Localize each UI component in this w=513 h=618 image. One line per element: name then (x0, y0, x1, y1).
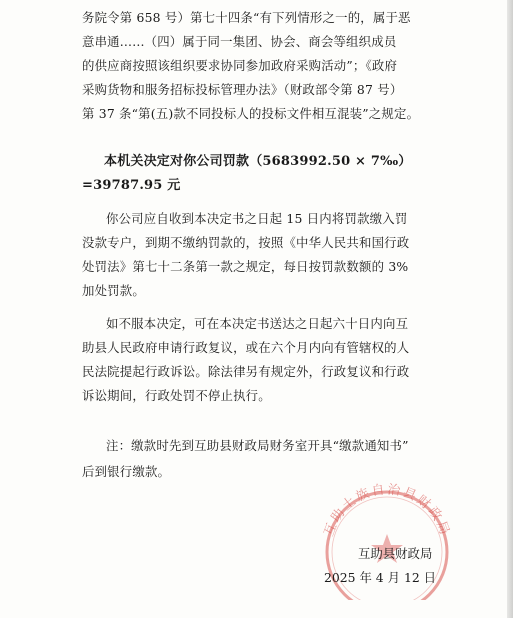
issuing-authority: 互助县财政局 (358, 546, 433, 561)
text-line: 处罚法》第七十二条第一款之规定，每日按罚款数额的 3% (82, 259, 409, 274)
text-line: 的供应商按照该组织要求协同参加政府采购活动”；《政府 (82, 58, 398, 73)
page-edge-shadow (507, 0, 513, 618)
text-line: 采购货物和服务招标投标管理办法》（财政部令第 87 号） (82, 82, 403, 97)
text-line: 诉讼期间，行政处罚不停止执行。 (82, 388, 271, 403)
text-line: 助县人民政府申请行政复议，或在六个月内向有管辖权的人 (82, 340, 410, 355)
seal-text: 互助土族自治县财政局 (321, 482, 453, 539)
issue-date: 2025 年 4 月 12 日 (324, 570, 437, 585)
text-line: 加处罚款。 (82, 283, 145, 298)
text-line: 注：缴款时先到互助县财政局财务室开具“缴款通知书” (106, 438, 409, 453)
penalty-decision-line: 本机关决定对你公司罚款（5683992.50 × 7‰） (104, 154, 412, 169)
text-line: 后到银行缴款。 (82, 464, 171, 479)
text-line: 第 37 条“第(五)款不同投标人的投标文件相互混装”之规定。 (82, 106, 420, 121)
text-line: 没款专户，到期不缴纳罚款的，按照《中华人民共和国行政 (82, 235, 410, 250)
text-line: 如不服本决定，可在本决定书送达之日起六十日内向互 (106, 316, 409, 331)
text-line: 民法院提起行政诉讼。除法律另有规定外，行政复议和行政 (82, 364, 410, 379)
text-line: 意串通......（四）属于同一集团、协会、商会等组织成员 (82, 34, 397, 49)
penalty-amount-line: =39787.95 元 (82, 178, 181, 193)
text-line: 务院令第 658 号）第七十四条“有下列情形之一的，属于恶 (82, 10, 411, 25)
text-line: 你公司应自收到本决定书之日起 15 日内将罚款缴入罚 (106, 211, 408, 226)
